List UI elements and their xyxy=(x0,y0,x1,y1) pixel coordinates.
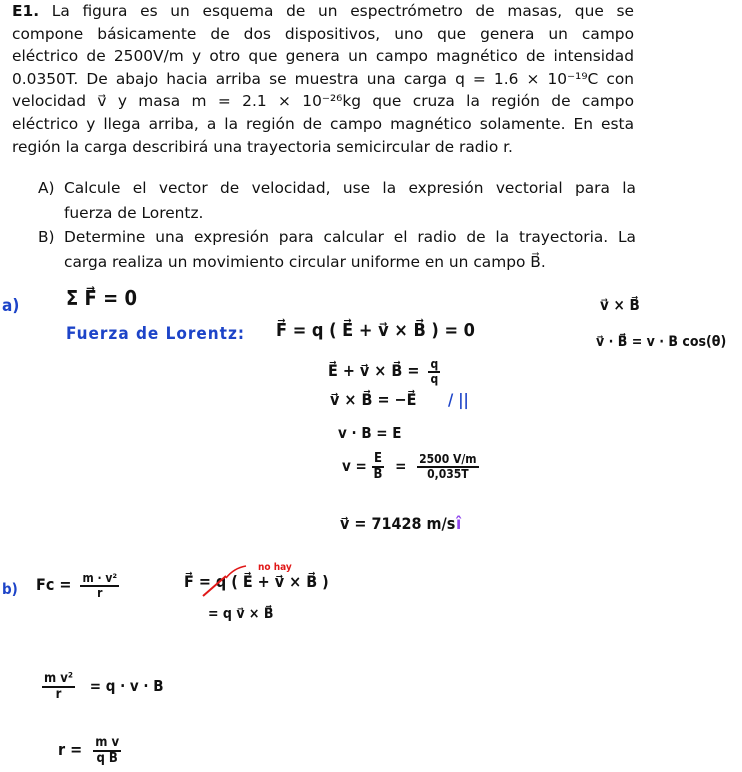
question-a-line-1: Calcule el vector de velocidad, use la expresión vectorial para la xyxy=(64,179,636,197)
note-step1: E⃗ + v⃗ × B⃗ = $\frac{q}{q}$ xyxy=(328,357,439,386)
problem-line-3: eléctrico de 2500V/m y otro que genera un campo magnético de intensidad xyxy=(12,47,634,66)
problem-line-1: E1. La figura es un esquema de un espectrómetro de masas, que se xyxy=(12,2,634,20)
question-b-tag: B) xyxy=(38,228,55,246)
note-step1-num: q xyxy=(430,357,439,371)
note-lorentz-label: Fuerza de Lorentz: xyxy=(66,324,245,344)
note-result-mark: î xyxy=(456,514,462,534)
problem-line-6: eléctrico y llega arriba, a la región de campo magnético solamente. En esta xyxy=(12,114,634,133)
red-arrow-mark xyxy=(226,566,246,578)
note-sum-force: Σ F⃗ = 0 xyxy=(66,286,137,310)
problem-line-2: compone básicamente de dos dispositivos, uno que genera un campo xyxy=(12,24,634,43)
note-step2: v⃗ × B⃗ = −E⃗ xyxy=(330,390,417,409)
question-b-line-2: carga realiza un movimiento circular uniforme en un campo B⃗. xyxy=(64,252,546,271)
note-magnetic-force: F⃗ = q ( E⃗ + v⃗ × B⃗ ) xyxy=(184,572,329,591)
question-a-line-2: fuerza de Lorentz. xyxy=(64,203,204,222)
note-b-label: b) xyxy=(2,580,18,598)
note-result: v⃗ = 71428 m/s xyxy=(340,514,456,533)
red-strike-mark xyxy=(203,576,226,596)
problem-line-7: región la carga describirá una trayectoria semicircular de radio r. xyxy=(12,137,513,156)
note-step4: v = $\frac{E}{B}$ = $\frac{2500 V/m}{0,035T}$ xyxy=(342,451,477,482)
note-parallel-mark: / || xyxy=(448,390,469,409)
question-b-line-1: Determine una expresión para calcular el radio de la trayectoria. La xyxy=(64,228,636,246)
note-no-hay: no hay xyxy=(258,562,292,573)
note-side-cross: v⃗ × B⃗ xyxy=(600,296,640,314)
note-step1-den: q xyxy=(430,371,439,386)
problem-label: E1. xyxy=(12,2,40,20)
note-equality: $\frac{\text{m v²}}{r}$ = q · v · B xyxy=(44,671,164,702)
note-side-dot: v⃗ · B⃗ = v · B cos(θ) xyxy=(596,334,727,350)
note-a-label: a) xyxy=(2,296,20,316)
note-radius: r = $\frac{\text{m v}}{\text{q B}}$ xyxy=(58,735,120,766)
note-lorentz-eq: F⃗ = q ( E⃗ + v⃗ × B⃗ ) = 0 xyxy=(276,320,475,341)
note-centripetal: Fc = $\frac{\text{m · v²}}{r}$ xyxy=(36,571,118,600)
note-magnetic-force-2: = q v⃗ × B⃗ xyxy=(208,606,274,622)
problem-line-4: 0.0350T. De abajo hacia arriba se muestra una carga q = 1.6 × 10⁻¹⁹C con xyxy=(12,69,634,88)
note-step3: v · B = E xyxy=(338,424,402,442)
question-a-tag: A) xyxy=(38,179,55,197)
problem-line-5: velocidad v⃗ y masa m = 2.1 × 10⁻²⁶kg que cruza la región de campo xyxy=(12,92,634,111)
